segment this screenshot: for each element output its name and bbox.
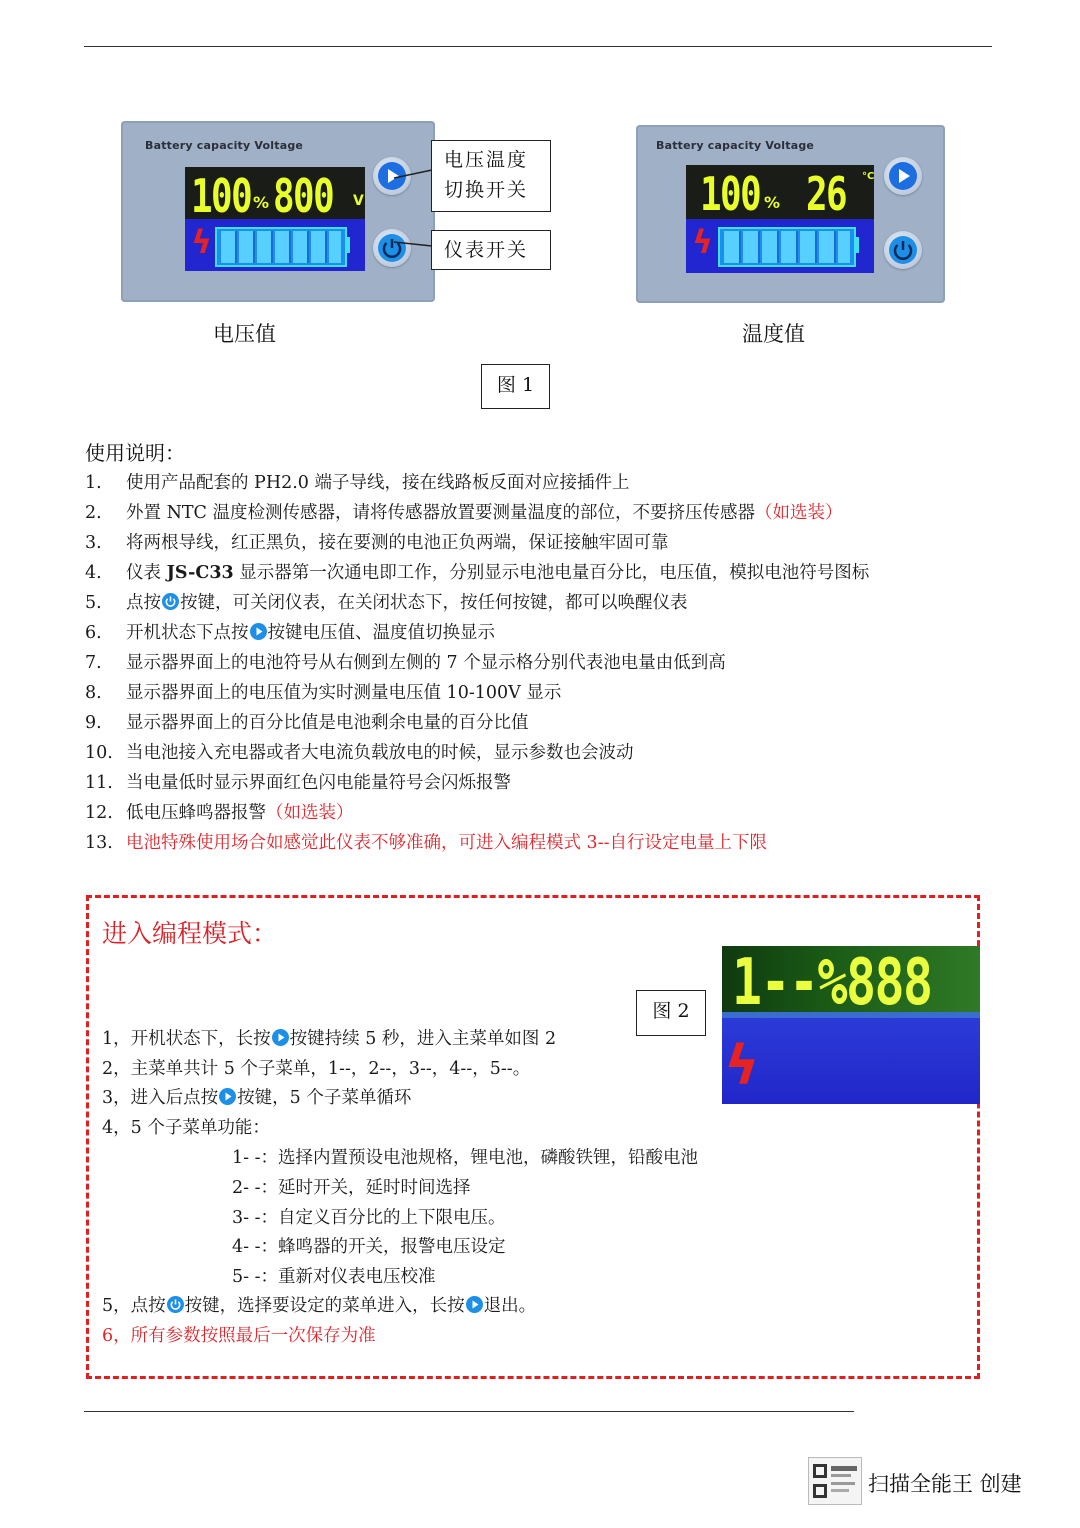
item-number: 9. xyxy=(85,713,102,733)
item-text: 电池特殊使用场合如感觉此仪表不够准确，可进入编程模式 3--自行设定电量上下限 xyxy=(126,833,768,853)
lightning-icon: ϟ xyxy=(191,223,213,261)
item-number: 11. xyxy=(85,773,113,793)
optional-note: （如选装） xyxy=(266,803,354,823)
caption-temperature: 温度值 xyxy=(742,322,805,346)
callout-switch-line1: 电压温度 xyxy=(444,149,529,171)
list-item xyxy=(85,768,985,798)
item-number: 6. xyxy=(85,623,102,643)
caption-voltage: 电压值 xyxy=(213,322,276,346)
power-icon xyxy=(167,1296,184,1313)
list-item xyxy=(102,1291,536,1321)
header-rule xyxy=(84,46,992,47)
submenu-item: 4- -：蜂鸣器的开关，报警电压设定 xyxy=(232,1237,506,1257)
qr-code-icon xyxy=(808,1457,862,1505)
power-button xyxy=(884,231,922,269)
figure-1-label: 图 1 xyxy=(481,364,550,409)
device-title: Battery capacity Voltage xyxy=(656,139,815,152)
list-item xyxy=(102,1024,556,1054)
list-item xyxy=(85,588,985,618)
item-text xyxy=(126,798,354,828)
item-text: 当电量低时显示界面红色闪电能量符号会闪烁报警 xyxy=(126,773,511,793)
item-number: 8. xyxy=(85,683,102,703)
play-icon xyxy=(466,1296,483,1313)
footer-rule xyxy=(84,1411,854,1412)
submenu-item: 1- -：选择内置预设电池规格，锂电池，磷酸铁锂，铅酸电池 xyxy=(232,1148,699,1168)
programming-title: 进入编程模式： xyxy=(102,919,278,948)
battery-icon xyxy=(215,227,347,267)
list-item: 6，所有参数按照最后一次保存为准 xyxy=(102,1326,376,1346)
battery-icon xyxy=(718,227,856,267)
item-text xyxy=(126,588,688,618)
lcd-voltage-unit: V xyxy=(353,193,364,209)
submenu-item: 5- -：重新对仪表电压校准 xyxy=(232,1267,436,1287)
lcd-voltage: 800 xyxy=(273,169,334,223)
item-number: 3. xyxy=(85,533,102,553)
item-text-pre: 仪表 xyxy=(126,563,167,583)
list-item xyxy=(85,528,985,558)
lcd-percent: 100 xyxy=(191,169,252,223)
figure-2-lcd-photo xyxy=(722,946,980,1104)
list-item xyxy=(85,618,985,648)
model-number: JS-C33 xyxy=(166,563,234,583)
item-text-pre: 开机状态下点按 xyxy=(126,623,249,643)
lcd-temperature: 26 xyxy=(806,167,847,221)
instructions-list xyxy=(85,468,985,858)
item-text-post: 按键持续 5 秒，进入主菜单如图 2 xyxy=(289,1029,557,1049)
item-number: 10. xyxy=(85,743,113,763)
item-text-post: 按键，5 个子菜单循环 xyxy=(237,1088,412,1108)
item-number: 4. xyxy=(85,563,102,583)
lcd-percent: 100 xyxy=(700,167,761,221)
item-number: 12. xyxy=(85,803,113,823)
list-item xyxy=(85,828,985,858)
optional-note: （如选装） xyxy=(755,503,843,523)
item-number: 5. xyxy=(85,593,102,613)
list-item xyxy=(102,1083,411,1113)
item-text: 当电池接入充电器或者大电流负载放电的时候，显示参数也会波动 xyxy=(126,743,634,763)
lightning-icon: ϟ xyxy=(724,1034,760,1097)
submenu-item: 2- -：延时开关，延时时间选择 xyxy=(232,1178,471,1198)
scanner-watermark: 扫描全能王 创建 xyxy=(868,1472,1022,1496)
list-item xyxy=(85,678,985,708)
figure-2-label: 图 2 xyxy=(636,990,706,1036)
item-text-post: 按键，可关闭仪表，在关闭状态下，按任何按键，都可以唤醒仪表 xyxy=(180,593,688,613)
play-icon xyxy=(219,1088,236,1105)
play-icon xyxy=(250,623,267,640)
callout-switch-line2: 切换开关 xyxy=(444,179,529,201)
item-number: 7. xyxy=(85,653,102,673)
item-text xyxy=(126,618,495,648)
item-text-post: 按键电压值、温度值切换显示 xyxy=(267,623,495,643)
battery-tip xyxy=(854,237,859,253)
temperature-device-photo xyxy=(636,125,945,303)
instructions-title: 使用说明： xyxy=(85,441,185,465)
list-item xyxy=(85,468,985,498)
lcd-temperature-unit: °C xyxy=(862,171,875,182)
power-icon xyxy=(884,231,922,269)
item-text-main: 低电压蜂鸣器报警 xyxy=(126,803,266,823)
list-item xyxy=(85,708,985,738)
switch-button xyxy=(884,157,922,195)
play-icon xyxy=(272,1029,289,1046)
item-text-pre: 点按 xyxy=(126,593,161,613)
battery-tip xyxy=(345,237,350,253)
item-text-mid: 按键，选择要设定的菜单进入，长按 xyxy=(184,1296,465,1316)
list-item: 2，主菜单共计 5 个子菜单，1--，2--，3--，4--，5--。 xyxy=(102,1059,531,1079)
item-number: 13. xyxy=(85,833,113,853)
callout-power-text: 仪表开关 xyxy=(444,239,529,261)
item-text: 显示器界面上的电压值为实时测量电压值 10-100V 显示 xyxy=(126,683,562,703)
lcd-percent-unit: % xyxy=(764,193,781,212)
item-text-post: 退出。 xyxy=(483,1296,537,1316)
item-text-pre: 1，开机状态下，长按 xyxy=(102,1029,271,1049)
power-icon xyxy=(162,593,179,610)
lcd-screen xyxy=(185,167,365,271)
item-text-pre: 3，进入后点按 xyxy=(102,1088,219,1108)
callout-power-label xyxy=(431,230,551,270)
list-item xyxy=(85,498,985,528)
callout-switch-label xyxy=(431,140,551,212)
lcd-percent-unit: % xyxy=(253,193,270,212)
item-text-main: 外置 NTC 温度检测传感器，请将传感器放置要测量温度的部位，不要挤压传感器 xyxy=(126,503,755,523)
item-text: 将两根导线，红正黑负，接在要测的电池正负两端，保证接触牢固可靠 xyxy=(126,533,669,553)
item-text: 显示器界面上的电池符号从右侧到左侧的 7 个显示格分别代表池电量由低到高 xyxy=(126,653,726,673)
list-item xyxy=(85,798,985,828)
item-text: 使用产品配套的 PH2.0 端子导线，接在线路板反面对应接插件上 xyxy=(126,473,630,493)
device-title: Battery capacity Voltage xyxy=(145,139,304,152)
list-item: 4，5 个子菜单功能： xyxy=(102,1118,270,1138)
list-item xyxy=(85,648,985,678)
lcd-screen xyxy=(686,165,874,273)
item-text-pre: 5，点按 xyxy=(102,1296,166,1316)
list-item xyxy=(85,558,985,588)
submenu-item: 3- -：自定义百分比的上下限电压。 xyxy=(232,1208,506,1228)
list-item xyxy=(85,738,985,768)
item-text xyxy=(126,558,869,588)
item-text xyxy=(126,498,843,528)
item-number: 1. xyxy=(85,473,102,493)
item-text: 显示器界面上的百分比值是电池剩余电量的百分比值 xyxy=(126,713,529,733)
lightning-icon: ϟ xyxy=(692,223,714,261)
lcd-menu-text: 1--%888 xyxy=(732,946,932,1020)
play-icon xyxy=(884,157,922,195)
item-text-post: 显示器第一次通电即工作，分别显示电池电量百分比，电压值，模拟电池符号图标 xyxy=(233,563,870,583)
item-number: 2. xyxy=(85,503,102,523)
